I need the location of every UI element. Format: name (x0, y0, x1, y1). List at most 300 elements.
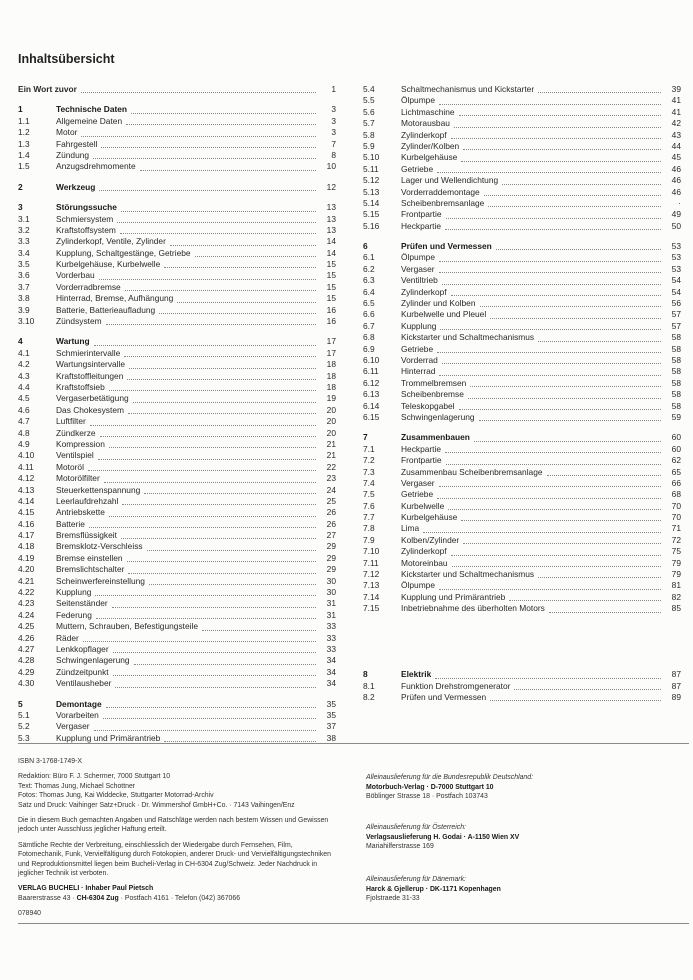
toc-entry-number: 4.2 (18, 359, 30, 370)
toc-entry-label: Lichtmaschine (401, 106, 455, 117)
toc-entry-page: 54 (671, 275, 681, 286)
toc-entry-page: 1 (331, 84, 336, 94)
toc-entry (363, 681, 681, 692)
toc-entry-label: Leerlaufdrehzahl (56, 495, 119, 506)
toc-entry-number: 3.9 (18, 304, 30, 315)
toc-entry-number: 7.13 (363, 580, 380, 591)
toc-entry (363, 118, 681, 129)
dot-leader (128, 412, 316, 414)
toc-entry (18, 382, 336, 393)
divider-bottom (18, 923, 689, 924)
dot-leader (509, 599, 661, 601)
toc-entry (363, 164, 681, 175)
toc-entry-label: Scheibenbremse (401, 389, 464, 400)
toc-entry-number: 3.5 (18, 259, 30, 270)
dot-leader (131, 112, 316, 114)
toc-entry-number: 4.9 (18, 438, 30, 449)
toc-entry-label: Elektrik (401, 669, 432, 680)
dot-leader (164, 740, 316, 742)
toc-entry-page: 26 (326, 518, 336, 529)
toc-entry-label: Schaltmechanismus und Kickstarter (401, 84, 535, 94)
toc-entry-page: 60 (671, 432, 681, 443)
toc-entry-page: 68 (671, 489, 681, 500)
dot-leader (121, 537, 316, 539)
toc-entry (18, 655, 336, 666)
toc-entry-page: 24 (326, 484, 336, 495)
toc-entry-number: 6.12 (363, 377, 380, 388)
toc-entry-label: Vergaserbetätigung (56, 393, 129, 404)
toc-entry-number: 6.5 (363, 298, 375, 309)
dot-leader (133, 401, 316, 403)
dot-leader (448, 508, 661, 510)
toc-entry-label: Zündsystem (56, 316, 102, 327)
toc-entry (363, 298, 681, 309)
dot-leader (81, 135, 316, 137)
toc-entry (363, 592, 681, 603)
toc-entry (18, 485, 336, 496)
toc-entry-page: 29 (326, 564, 336, 575)
toc-entry-number: 2 (18, 181, 23, 192)
toc-entry-number: 6.4 (363, 286, 375, 297)
toc-entry-label: Scheibenbremsanlage (401, 197, 485, 208)
toc-entry-number: 6.9 (363, 343, 375, 354)
toc-entry-page: 89 (671, 691, 681, 702)
toc-entry-label: Getriebe (401, 163, 434, 174)
dot-leader (88, 469, 316, 471)
toc-entry-page: 54 (671, 286, 681, 297)
toc-entry-label: Bremslichtschalter (56, 564, 125, 575)
dot-leader (490, 317, 661, 319)
dot-leader (129, 367, 316, 369)
toc-entry (18, 127, 336, 138)
dot-leader (514, 688, 661, 690)
toc-entry-number: 4.17 (18, 530, 35, 541)
toc-entry-page: 15 (326, 259, 336, 270)
toc-entry (363, 344, 681, 355)
toc-entry-label: Vergaser (56, 721, 90, 732)
dot-leader (451, 554, 661, 556)
toc-entry-page: 56 (671, 298, 681, 309)
toc-entry-page: 71 (671, 523, 681, 534)
toc-chapter-entry (363, 669, 681, 680)
toc-entry-label: Schmiersystem (56, 213, 114, 224)
toc-entry-page: 60 (671, 443, 681, 454)
toc-entry (363, 523, 681, 534)
toc-entry-page: 16 (326, 304, 336, 315)
toc-entry-page: 31 (326, 598, 336, 609)
toc-entry-number: 6.3 (363, 275, 375, 286)
dot-leader (113, 651, 316, 653)
toc-entry-page: 58 (671, 400, 681, 411)
dot-leader (468, 397, 661, 399)
toc-entry (18, 225, 336, 236)
dot-leader (442, 283, 661, 285)
toc-entry-label: Ventilspiel (56, 450, 94, 461)
toc-entry-number: 1 (18, 104, 23, 115)
toc-entry-number: 5.7 (363, 118, 375, 129)
toc-entry-number: 5.16 (363, 220, 380, 231)
toc-entry-label: Getriebe (401, 489, 434, 500)
toc-entry-page: 82 (671, 591, 681, 602)
toc-entry-page: 15 (326, 293, 336, 304)
toc-entry-page: 42 (671, 118, 681, 129)
toc-entry-label: Prüfen und Vermessen (401, 691, 487, 702)
toc-entry (363, 603, 681, 614)
toc-entry (363, 546, 681, 557)
toc-entry-page: 81 (671, 580, 681, 591)
dot-leader (454, 126, 661, 128)
toc-entry (363, 378, 681, 389)
toc-entry-number: 5 (18, 698, 23, 709)
toc-entry-label: Lima (401, 523, 420, 534)
toc-entry-number: 4.6 (18, 404, 30, 415)
toc-entry (18, 710, 336, 721)
imprint (18, 757, 338, 925)
toc-entry (18, 359, 336, 370)
toc-entry-page: 14 (326, 236, 336, 247)
toc-entry-label: Antriebskette (56, 507, 105, 518)
toc-entry-label: Frontpartie (401, 455, 442, 466)
toc-entry-number: 7.4 (363, 477, 375, 488)
dot-leader (437, 497, 661, 499)
toc-entry (363, 209, 681, 220)
toc-entry-label: Schwingenlagerung (401, 411, 475, 422)
toc-entry-page: 27 (326, 530, 336, 541)
toc-entry-label: Kupplung, Schaltgestänge, Getriebe (56, 247, 191, 258)
publisher-block: VERLAG BUCHELI · Inhaber Paul Pietsch Baarerstrasse 43 · CH-6304 Zug · Postfach 4161 · Telefon (042) 367066 (18, 885, 241, 902)
toc-entry-label: Vorderraddemontage (401, 186, 480, 197)
toc-entry-page: 46 (671, 163, 681, 174)
toc-entry-number: 3.4 (18, 247, 30, 258)
toc-entry-page: 65 (671, 466, 681, 477)
dot-leader (442, 362, 661, 364)
toc-entry-page: 30 (326, 575, 336, 586)
toc-entry-number: 5.15 (363, 209, 380, 220)
toc-entry-label: Kraftstoffsystem (56, 224, 116, 235)
dot-leader (89, 526, 316, 528)
toc-entry-number: 6.14 (363, 400, 380, 411)
distribution-denmark: Alleinauslieferung für Dänemark: Harck & Gjellerup · DK-1171 Kopenhagen Fjolstraede 31-33 (366, 876, 501, 903)
toc-entry (18, 473, 336, 484)
dot-leader (463, 542, 661, 544)
dot-leader (140, 169, 316, 171)
toc-entry-label: Schmierintervalle (56, 347, 121, 358)
toc-entry-label: Vorderradbremse (56, 281, 121, 292)
toc-entry-page: 33 (326, 643, 336, 654)
dot-leader (461, 519, 661, 521)
toc-entry-number: 5.4 (363, 84, 375, 94)
toc-entry-label: Kupplung und Primärantrieb (401, 591, 506, 602)
toc-entry (363, 692, 681, 703)
toc-chapter-entry (363, 241, 681, 252)
isbn: ISBN 3-1768-1749-X (18, 758, 82, 765)
toc-entry (363, 95, 681, 106)
toc-entry-label: Motor (56, 127, 78, 138)
toc-entry-number: 5.3 (18, 732, 30, 743)
toc-entry-number: 3.7 (18, 281, 30, 292)
toc-entry-label: Kickstarter und Schaltmechanismus (401, 332, 535, 343)
toc-entry-label: Anzugsdrehmomente (56, 161, 136, 172)
toc-entry (363, 264, 681, 275)
dot-leader (439, 485, 661, 487)
toc-entry-number: 5.2 (18, 721, 30, 732)
toc-entry-label: Technische Daten (56, 104, 128, 115)
toc-entry-number: 4.4 (18, 381, 30, 392)
toc-entry-page: 59 (671, 411, 681, 422)
toc-entry (363, 455, 681, 466)
toc-entry (18, 564, 336, 575)
toc-entry-number: 4.26 (18, 632, 35, 643)
dot-leader (439, 260, 661, 262)
dot-leader (134, 663, 316, 665)
toc-entry-number: 7.1 (363, 443, 375, 454)
toc-chapter-entry (363, 432, 681, 443)
toc-entry-number: 1.4 (18, 149, 30, 160)
dot-leader (117, 221, 316, 223)
toc-chapter-entry (18, 699, 336, 710)
toc-entry-number: 4.16 (18, 518, 35, 529)
dot-leader (549, 611, 661, 613)
toc-entry-label: Zylinderkopf (401, 286, 447, 297)
toc-entry (363, 412, 681, 423)
toc-entry-label: Scheinwerfereinstellung (56, 575, 145, 586)
toc-intro-entry (18, 84, 336, 95)
dot-leader (170, 244, 316, 246)
toc-entry-label: Teleskopgabel (401, 400, 455, 411)
dot-leader (435, 677, 661, 679)
toc-entry (18, 678, 336, 689)
toc-entry-label: Hinterrad, Bremse, Aufhängung (56, 293, 174, 304)
toc-entry (363, 309, 681, 320)
toc-entry-label: Ölpumpe (401, 580, 435, 591)
dot-leader (195, 255, 316, 257)
toc-entry-number: 1.3 (18, 138, 30, 149)
toc-entry-number: 7.12 (363, 569, 380, 580)
dot-leader (96, 617, 316, 619)
toc-entry-page: 21 (326, 438, 336, 449)
toc-entry-label: Kurbelwelle und Pleuel (401, 309, 487, 320)
toc-entry-page: 87 (671, 669, 681, 680)
toc-entry-label: Funktion Drehstromgenerator (401, 680, 511, 691)
toc-entry (18, 507, 336, 518)
toc-entry-number: 6.2 (363, 263, 375, 274)
toc-chapter-entry (18, 336, 336, 347)
toc-entry-page: 53 (671, 263, 681, 274)
toc-entry-label: Ventiltrieb (401, 275, 438, 286)
toc-entry (18, 598, 336, 609)
toc-entry-page: 3 (331, 115, 336, 126)
toc-entry-number: 4.30 (18, 678, 35, 689)
toc-entry-label: Frontpartie (401, 209, 442, 220)
dot-leader (90, 424, 316, 426)
toc-entry-page: 15 (326, 281, 336, 292)
toc-entry-page: 79 (671, 557, 681, 568)
toc-entry-number: 6.6 (363, 309, 375, 320)
toc-entry-number: 1.2 (18, 127, 30, 138)
toc-entry-number: 5.13 (363, 186, 380, 197)
toc-entry (18, 576, 336, 587)
toc-entry-page: 30 (326, 587, 336, 598)
dot-leader (127, 560, 316, 562)
toc-entry (363, 141, 681, 152)
dot-leader (113, 674, 316, 676)
toc-entry-page: 41 (671, 95, 681, 106)
toc-entry-label: Fahrgestell (56, 138, 98, 149)
toc-entry-number: 3.2 (18, 224, 30, 235)
toc-entry-number: 1.5 (18, 161, 30, 172)
toc-entry-number: 4.7 (18, 416, 30, 427)
dot-leader (120, 232, 316, 234)
toc-entry-label: Lager und Wellendichtung (401, 175, 499, 186)
toc-entry-number: 4.15 (18, 507, 35, 518)
toc-entry-label: Zusammenbau Scheibenbremsanlage (401, 466, 543, 477)
toc-entry-page: 17 (326, 336, 336, 347)
toc-entry-number: 5.14 (363, 197, 380, 208)
toc-entry (18, 236, 336, 247)
dot-leader (538, 340, 661, 342)
toc-entry (363, 84, 681, 95)
toc-entry-label: Steuerkettenspannung (56, 484, 141, 495)
toc-entry-number: 5.11 (363, 163, 379, 174)
toc-entry-page: 70 (671, 500, 681, 511)
toc-entry-page: 41 (671, 106, 681, 117)
toc-entry-number: 6.13 (363, 389, 380, 400)
dot-leader (103, 717, 316, 719)
toc-entry (363, 366, 681, 377)
toc-entry (363, 107, 681, 118)
toc-entry-page: 62 (671, 455, 681, 466)
dot-leader (106, 706, 316, 708)
toc-entry-page: 35 (326, 698, 336, 709)
toc-chapter-entry (18, 182, 336, 193)
toc-entry-number: 3.6 (18, 270, 30, 281)
dot-leader (109, 389, 316, 391)
toc-entry (18, 633, 336, 644)
toc-entry (363, 389, 681, 400)
toc-entry-label: Kraftstoffleitungen (56, 370, 124, 381)
toc-entry-page: 44 (671, 140, 681, 151)
toc-entry-label: Zündung (56, 149, 90, 160)
dot-leader (445, 451, 661, 453)
dot-leader (98, 458, 316, 460)
toc-entry-label: Motorausbau (401, 118, 450, 129)
toc-entry-page: 14 (326, 247, 336, 258)
toc-entry (18, 150, 336, 161)
dot-leader (461, 160, 661, 162)
toc-entry-number: 4.22 (18, 587, 35, 598)
toc-entry-page: 58 (671, 332, 681, 343)
toc-entry-label: Zylinderkopf (401, 129, 447, 140)
toc-entry (18, 161, 336, 172)
toc-entry-page: 3 (331, 127, 336, 138)
toc-entry (18, 450, 336, 461)
toc-entry (363, 321, 681, 332)
toc-entry-number: 4.1 (18, 347, 30, 358)
toc-entry (18, 439, 336, 450)
toc-entry-number: 4.23 (18, 598, 35, 609)
toc-entry (18, 416, 336, 427)
toc-entry-number: 4.27 (18, 643, 35, 654)
toc-entry (18, 393, 336, 404)
toc-entry-number: 6.11 (363, 366, 379, 377)
toc-entry-number: 4.24 (18, 609, 35, 620)
divider-top (18, 743, 689, 744)
dot-leader (121, 210, 316, 212)
toc-entry-number: 4.25 (18, 621, 35, 632)
toc-entry-page: 70 (671, 512, 681, 523)
toc-entry-number: 5.6 (363, 106, 375, 117)
toc-entry (18, 610, 336, 621)
dot-leader (451, 137, 661, 139)
toc-entry-number: 4.13 (18, 484, 35, 495)
toc-entry-page: 53 (671, 252, 681, 263)
toc-entry-page: 58 (671, 366, 681, 377)
toc-entry-page: 85 (671, 603, 681, 614)
toc-entry (363, 355, 681, 366)
toc-entry-label: Demontage (56, 698, 102, 709)
toc-entry-label: Vergaser (401, 477, 435, 488)
credits: Redaktion: Büro F. J. Schermer, 7000 Stuttgart 10 Text: Thomas Jung, Michael Schottner Fotos: Thomas Jung, Kai Widdecke, Stuttgarter Motorrad-Archiv Satz und Druck: Vaihinger Satz+Druck · Dr. Wimmershof GmbH+Co. · 7143 Vaihingen/Enz (18, 773, 295, 809)
dot-leader (446, 463, 662, 465)
toc-entry-page: 31 (326, 609, 336, 620)
toc-entry (18, 428, 336, 439)
toc-entry (363, 558, 681, 569)
toc-entry (18, 496, 336, 507)
toc-entry-label: Kolben/Zylinder (401, 534, 460, 545)
toc-chapter-entry (18, 202, 336, 213)
distribution-austria: Alleinauslieferung für Österreich: Verlagsauslieferung H. Godai · A-1150 Wien XV Mariahilferstrasse 169 (366, 824, 520, 851)
toc-entry-page: 75 (671, 546, 681, 557)
toc-entry-label: Zündkerze (56, 427, 96, 438)
toc-entry (18, 282, 336, 293)
toc-entry (18, 305, 336, 316)
dot-leader (538, 91, 661, 93)
dot-leader (128, 572, 316, 574)
toc-entry (363, 512, 681, 523)
dot-leader (109, 446, 316, 448)
dot-leader (423, 531, 661, 533)
toc-entry-page: 7 (331, 138, 336, 149)
toc-entry-label: Ein Wort zuvor (18, 84, 77, 94)
dot-leader (474, 440, 661, 442)
toc-entry (18, 371, 336, 382)
toc-entry-number: 7.3 (363, 466, 375, 477)
toc-entry (18, 293, 336, 304)
dot-leader (202, 629, 316, 631)
dot-leader (124, 355, 316, 357)
dot-leader (452, 565, 661, 567)
toc-entry-page: · (678, 197, 681, 208)
dot-leader (451, 294, 661, 296)
toc-entry-number: 5.10 (363, 152, 380, 163)
toc-entry-number: 5.8 (363, 129, 375, 140)
dot-leader (547, 474, 661, 476)
toc-entry-page: 49 (671, 209, 681, 220)
toc-entry (18, 621, 336, 632)
toc-entry-number: 7.5 (363, 489, 375, 500)
toc-entry (18, 405, 336, 416)
toc-entry-number: 6 (363, 241, 368, 252)
toc-entry (18, 270, 336, 281)
toc-right-column (363, 84, 681, 703)
toc-entry-page: 10 (326, 161, 336, 172)
toc-entry-label: Kurbelgehäuse (401, 512, 458, 523)
toc-entry (363, 401, 681, 412)
toc-entry (18, 667, 336, 678)
toc-entry (363, 275, 681, 286)
dot-leader (496, 248, 661, 250)
toc-entry (18, 248, 336, 259)
